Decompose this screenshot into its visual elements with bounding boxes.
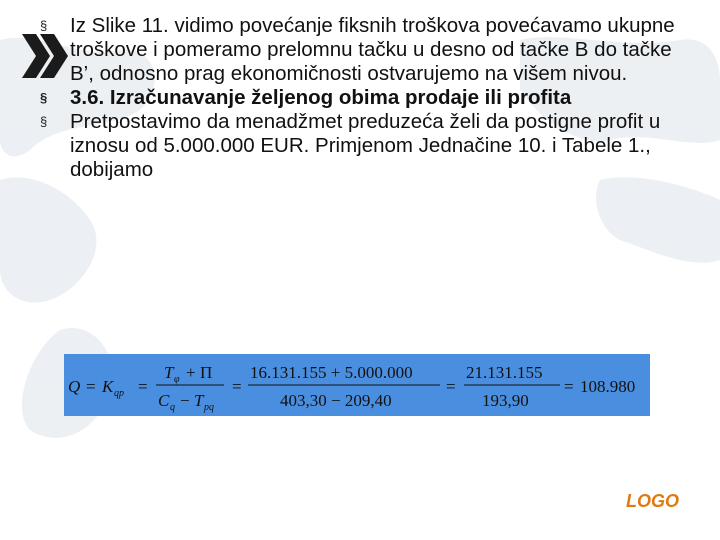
bullet-text: Iz Slike 11. vidimo povećanje fiksnih troškova povećavamo ukupne troškove i pomeramo prelomnu tačku u desno od tačke B do tačke B’, odnosno prag ekonomičnosti ostvarujemo na višem nivou. [70, 14, 675, 85]
bullet-item-heading [30, 86, 690, 110]
formula-tf: T [164, 363, 174, 382]
formula-box [64, 354, 650, 416]
formula-minus: − [180, 391, 190, 410]
formula-eq: = [138, 377, 148, 396]
bullet-marker: § [40, 114, 48, 129]
bullet-item [30, 14, 690, 86]
formula-result: 108.980 [580, 377, 636, 396]
bullet-list [30, 14, 690, 182]
formula [64, 354, 650, 416]
logo-text: LOGO [626, 491, 679, 511]
formula-eq: = [446, 377, 456, 396]
bullet-item [30, 110, 690, 182]
formula-q: Q [68, 377, 81, 396]
section-heading: 3.6. Izračunavanje željenog obima prodaje ili profita [70, 86, 572, 109]
formula-num3: 21.131.155 [466, 363, 543, 382]
formula-eq: = [86, 377, 96, 396]
formula-den2: 403,30 − 209,40 [280, 391, 392, 410]
formula-den3: 193,90 [482, 391, 529, 410]
formula-tpq-sub: pq [204, 402, 214, 413]
formula-tpq: T [194, 391, 204, 410]
formula-cq: C [158, 391, 170, 410]
bullet-marker: § [40, 90, 48, 105]
formula-eq: = [232, 377, 242, 396]
formula-pi: Π [200, 363, 213, 382]
formula-eq: = [564, 377, 574, 396]
formula-k: K [102, 377, 114, 396]
formula-k-sub: qp [114, 388, 124, 399]
bullet-text: Pretpostavimo da menadžmet preduzeća želi da postigne profit u iznosu od 5.000.000 EUR. Primjenom Jednačine 10. i Tabele 1., dobijamo [70, 110, 661, 181]
formula-tf-sub: φ [174, 374, 180, 385]
formula-num2: 16.131.155 + 5.000.000 [250, 363, 413, 382]
formula-plus: + [186, 363, 196, 382]
formula-cq-sub: q [170, 402, 175, 413]
bullet-marker: § [40, 18, 48, 33]
